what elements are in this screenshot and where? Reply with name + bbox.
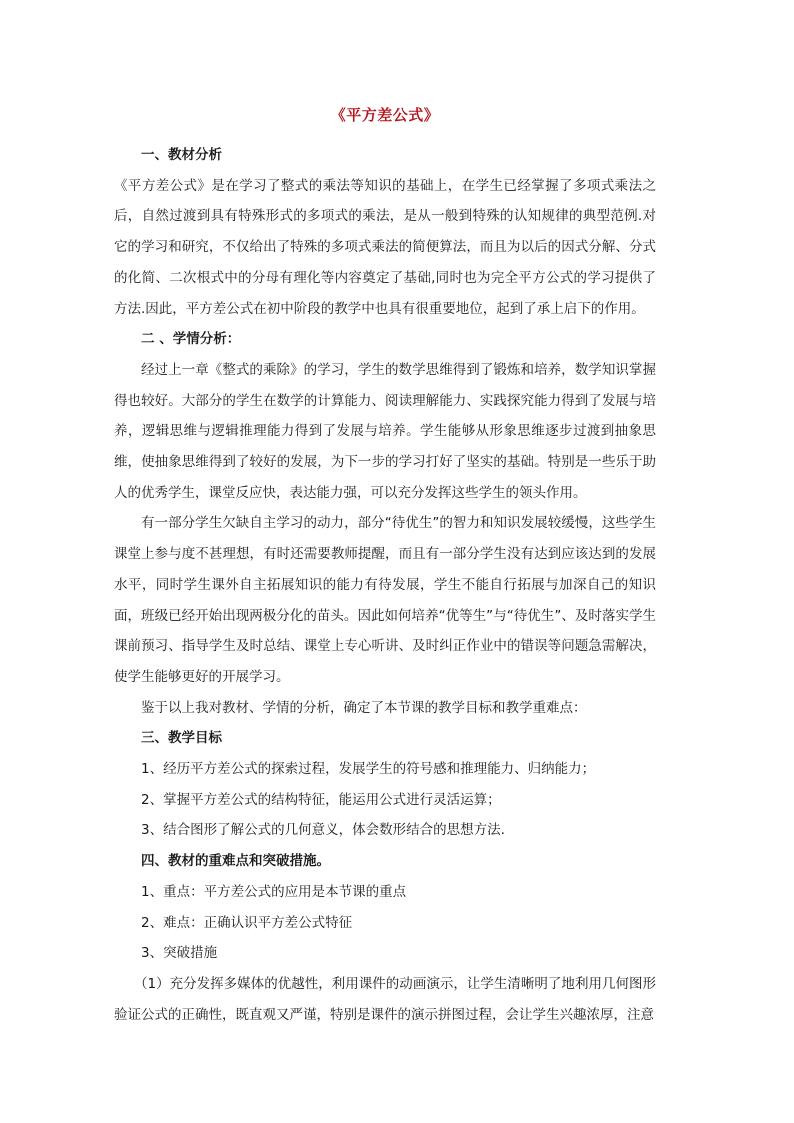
section-heading-student-analysis: 二 、学情分析： [141, 331, 241, 348]
goal-item-2: 2、掌握平方差公式的结构特征，能运用公式进行灵活运算； [141, 791, 501, 808]
paragraph-textbook-analysis: 《平方差公式》是在学习了整式的乘法等知识的基础上，在学生已经掌握了多项式乘法之后，自然过渡到具有特殊形式的多项式的乘法，是从一般到特殊的认知规律的典型范例.对它的学习和研究，不仅给出了特殊的多项式乘法的简便算法，而且为以后的因式分解、分式的化简、二次根式中的分母有理化等内容奠定了基础,同时也为完全平方公式的学习提供了方法.因此，平方差公式在初中阶段的教学中也具有很重要地位，起到了承上启下的作用。 [114, 177, 656, 317]
key-point-item-2: 2、难点：正确认识平方差公式特征 [141, 914, 353, 931]
document-title: 《平方差公式》 [330, 106, 440, 124]
section-heading-key-points: 四、教材的重难点和突破措施。 [141, 853, 330, 870]
key-point-item-3: 3、突破措施 [141, 945, 218, 962]
key-point-item-1: 1、重点：平方差公式的应用是本节课的重点 [141, 883, 407, 900]
goal-item-1: 1、经历平方差公式的探索过程，发展学生的符号感和推理能力、归纳能力； [141, 761, 596, 778]
paragraph-student-analysis-2: 有一部分学生欠缺自主学习的动力，部分“待优生”的智力和知识发展较缓慢，这些学生课堂上参与度不甚理想，有时还需要教师提醒，而且有一部分学生没有达到应该达到的发展水平，同时学生课外自主拓展知识的能力有待发展，学生不能自行拓展与加深自己的知识面，班级已经开始出现两极分化的苗头。因此如何培养“优等生”与“待优生”、及时落实学生课前预习、指导学生及时总结、课堂上专心听讲、及时纠正作业中的错误等问题急需解决，使学生能够更好的开展学习。 [114, 515, 656, 685]
paragraph-breakthrough-1: （1）充分发挥多媒体的优越性，利用课件的动画演示，让学生清晰明了地利用几何图形验证公式的正确性，既直观又严谨，特别是课件的演示拼图过程，会让学生兴趣浓厚，注意 [114, 975, 656, 1023]
section-heading-teaching-goals: 三、教学目标 [141, 730, 222, 747]
paragraph-transition: 鉴于以上我对教材、学情的分析，确定了本节课的教学目标和教学重难点： [141, 699, 587, 716]
document-body [114, 100, 656, 1030]
section-heading-textbook-analysis: 一、教材分析 [141, 147, 222, 163]
goal-item-3: 3、结合图形了解公式的几何意义，体会数形结合的思想方法. [141, 822, 505, 839]
paragraph-student-analysis-1: 经过上一章《整式的乘除》的学习，学生的数学思维得到了锻炼和培养，数学知识掌握得也较好。大部分的学生在数学的计算能力、阅读理解能力、实践探究能力得到了发展与培养，逻辑思维与逻辑推理能力得到了发展与培养。学生能够从形象思维逐步过渡到抽象思维，使抽象思维得到了较好的发展，为下一步的学习打好了坚实的基础。特别是一些乐于助人的优秀学生，课堂反应快，表达能力强，可以充分发挥这些学生的领头作用。 [114, 361, 656, 501]
